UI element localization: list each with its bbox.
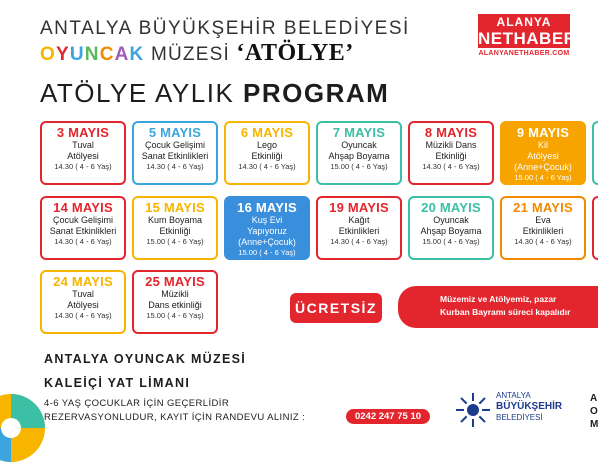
card-date: 15 MAYIS: [145, 200, 205, 215]
card-date: 16 MAYIS: [237, 200, 297, 215]
toy-letter: N: [84, 44, 100, 65]
toy-letter: C: [99, 44, 115, 65]
card-date: 24 MAYIS: [53, 274, 113, 289]
toy-letter: K: [129, 44, 145, 65]
card-time: 15.00 ( 4 - 6 Yaş): [238, 248, 296, 257]
program-card: [500, 196, 586, 260]
card-title-line3: (Anne+Çocuk): [238, 237, 296, 247]
logo-url-text: ALANYANETHABER.COM: [478, 50, 570, 57]
card-title-line2: Etkinliği: [159, 226, 191, 236]
program-card: [132, 196, 218, 260]
card-title: Oyuncak: [433, 215, 469, 225]
card-time: 14.30 ( 4 - 6 Yaş): [146, 162, 204, 171]
program-card: [316, 196, 402, 260]
card-time: 15.00 ( 4 - 6 Yaş): [422, 237, 480, 246]
museum-name: ANTALYA OYUNCAK MÜZESİ: [44, 352, 246, 366]
museum-word: MÜZESİ: [150, 44, 230, 65]
program-card: [40, 121, 126, 185]
program-card: [224, 121, 310, 185]
program-card: [40, 196, 126, 260]
card-title-line2: Ahşap Boyama: [328, 151, 390, 161]
card-time: 14.30 ( 4 - 6 Yaş): [54, 237, 112, 246]
card-time: 15.00 ( 4 - 6 Yaş): [146, 311, 204, 320]
card-date: 19 MAYIS: [329, 200, 389, 215]
card-time: 15.00 ( 4 - 6 Yaş): [514, 173, 572, 182]
municipality-wordmark-l1: ANTALYA: [496, 391, 531, 400]
card-title-line2: Yapıyoruz: [247, 226, 287, 236]
toy-letter: A: [114, 44, 130, 65]
card-title-line2: Atölyesi: [527, 151, 559, 161]
closure-notice-line2: Kurban Bayramı süreci kapalıdır: [440, 307, 571, 317]
card-time: 14.30 ( 4 - 6 Yaş): [54, 311, 112, 320]
card-time: 14.30 ( 4 - 6 Yaş): [238, 162, 296, 171]
card-date: 3 MAYIS: [56, 125, 110, 140]
closure-notice: [398, 286, 598, 328]
card-date: 5 MAYIS: [148, 125, 202, 140]
reservation-notice: REZERVASYONLUDUR, KAYIT İÇİN RANDEVU ALINIZ :: [44, 412, 306, 423]
card-time: 15.00 ( 4 - 6 Yaş): [330, 162, 388, 171]
municipality-sun-logo-icon: [455, 392, 491, 428]
card-title-line2: Dans etkinliği: [148, 300, 202, 310]
program-card: [132, 270, 218, 334]
municipality-wordmark-l3: BELEDİYESİ: [496, 413, 543, 422]
card-title-line2: Atölyesi: [67, 300, 99, 310]
program-card: [132, 121, 218, 185]
card-title-line2: Atölyesi: [67, 151, 99, 161]
card-title-line2: Etkinlikleri: [338, 226, 380, 236]
free-badge: ÜCRETSİZ: [290, 293, 382, 323]
card-date: 6 MAYIS: [240, 125, 294, 140]
logo-top-text: ALANYA: [478, 14, 570, 30]
card-date: 9 MAYIS: [516, 125, 570, 140]
atolye-word: ‘ATÖLYE’: [236, 40, 354, 66]
card-title: Kum Boyama: [147, 215, 203, 225]
card-title: Tuval: [72, 289, 94, 299]
card-date: 14 MAYIS: [53, 200, 113, 215]
card-time: 14.30 ( 4 - 6 Yaş): [54, 162, 112, 171]
program-card: [408, 196, 494, 260]
age-notice: 4-6 YAŞ ÇOCUKLAR İÇİN GEÇERLİDİR: [44, 398, 230, 409]
card-title: Çocuk Gelişimi: [52, 215, 113, 225]
card-title-line2: Sanat Etkinlikleri: [49, 226, 117, 236]
card-title: Eva: [535, 215, 551, 225]
program-card: [408, 121, 494, 185]
phone-number[interactable]: 0242 247 75 10: [346, 409, 430, 424]
logo-main-text: NETHABER: [478, 29, 577, 48]
card-time: 14.30 ( 4 - 6 Yaş): [514, 237, 572, 246]
card-date: 25 MAYIS: [145, 274, 205, 289]
cut-letter-2: O: [590, 406, 598, 417]
card-date: 7 MAYIS: [332, 125, 386, 140]
card-title: Kuş Evi: [251, 215, 283, 225]
program-heading-bold: PROGRAM: [243, 78, 390, 108]
program-card: [316, 121, 402, 185]
card-title-line2: Etkinliği: [251, 151, 283, 161]
card-title: Kil: [537, 140, 548, 150]
toy-letter: U: [69, 44, 85, 65]
card-date: 20 MAYIS: [421, 200, 481, 215]
decorative-ball-icon: [0, 393, 46, 463]
card-date: 8 MAYIS: [424, 125, 478, 140]
card-title-line2: Ahşap Boyama: [420, 226, 482, 236]
card-title: Müzikli Dans: [425, 140, 477, 150]
municipality-heading: ANTALYA BÜYÜKŞEHİR BELEDİYESİ: [40, 18, 410, 39]
program-card-partial: [592, 121, 598, 185]
cut-letter-3: M: [590, 419, 598, 430]
card-title-line2: Etkinliği: [435, 151, 467, 161]
municipality-wordmark: [496, 391, 562, 423]
card-title: Tuval: [72, 140, 94, 150]
cut-letter-1: A: [590, 393, 598, 404]
closure-notice-line1: Müzemiz ve Atölyemiz, pazar: [440, 294, 557, 304]
program-heading-light: ATÖLYE AYLIK: [40, 78, 235, 108]
toy-word-colored: [40, 44, 144, 65]
card-title-line2: Etkinlikleri: [522, 226, 564, 236]
cut-off-wordmark: [590, 392, 598, 431]
toy-letter: Y: [55, 44, 70, 65]
municipality-wordmark-l2: BÜYÜKŞEHİR: [496, 401, 563, 412]
program-card: [224, 196, 310, 260]
card-time: 14.30 ( 4 - 6 Yaş): [422, 162, 480, 171]
card-title: Kağıt: [348, 215, 370, 225]
card-title-line3: (Anne+Çocuk): [514, 162, 572, 172]
card-date: 21 MAYIS: [513, 200, 573, 215]
card-title: Lego: [256, 140, 278, 150]
card-title-line2: Sanat Etkinlikleri: [141, 151, 209, 161]
program-card: [40, 270, 126, 334]
card-title: Oyuncak: [341, 140, 377, 150]
museum-heading: [40, 40, 354, 67]
program-card: [500, 121, 586, 185]
museum-location: KALEİÇİ YAT LİMANI: [44, 376, 191, 390]
card-title: Çocuk Gelişimi: [144, 140, 205, 150]
toy-letter: O: [40, 44, 56, 65]
card-time: 15.00 ( 4 - 6 Yaş): [146, 237, 204, 246]
card-time: 14.30 ( 4 - 6 Yaş): [330, 237, 388, 246]
program-card-partial: [592, 196, 598, 260]
card-title: Müzikli: [161, 289, 189, 299]
program-heading: [40, 78, 389, 109]
alanya-nethaber-logo[interactable]: [478, 14, 577, 57]
